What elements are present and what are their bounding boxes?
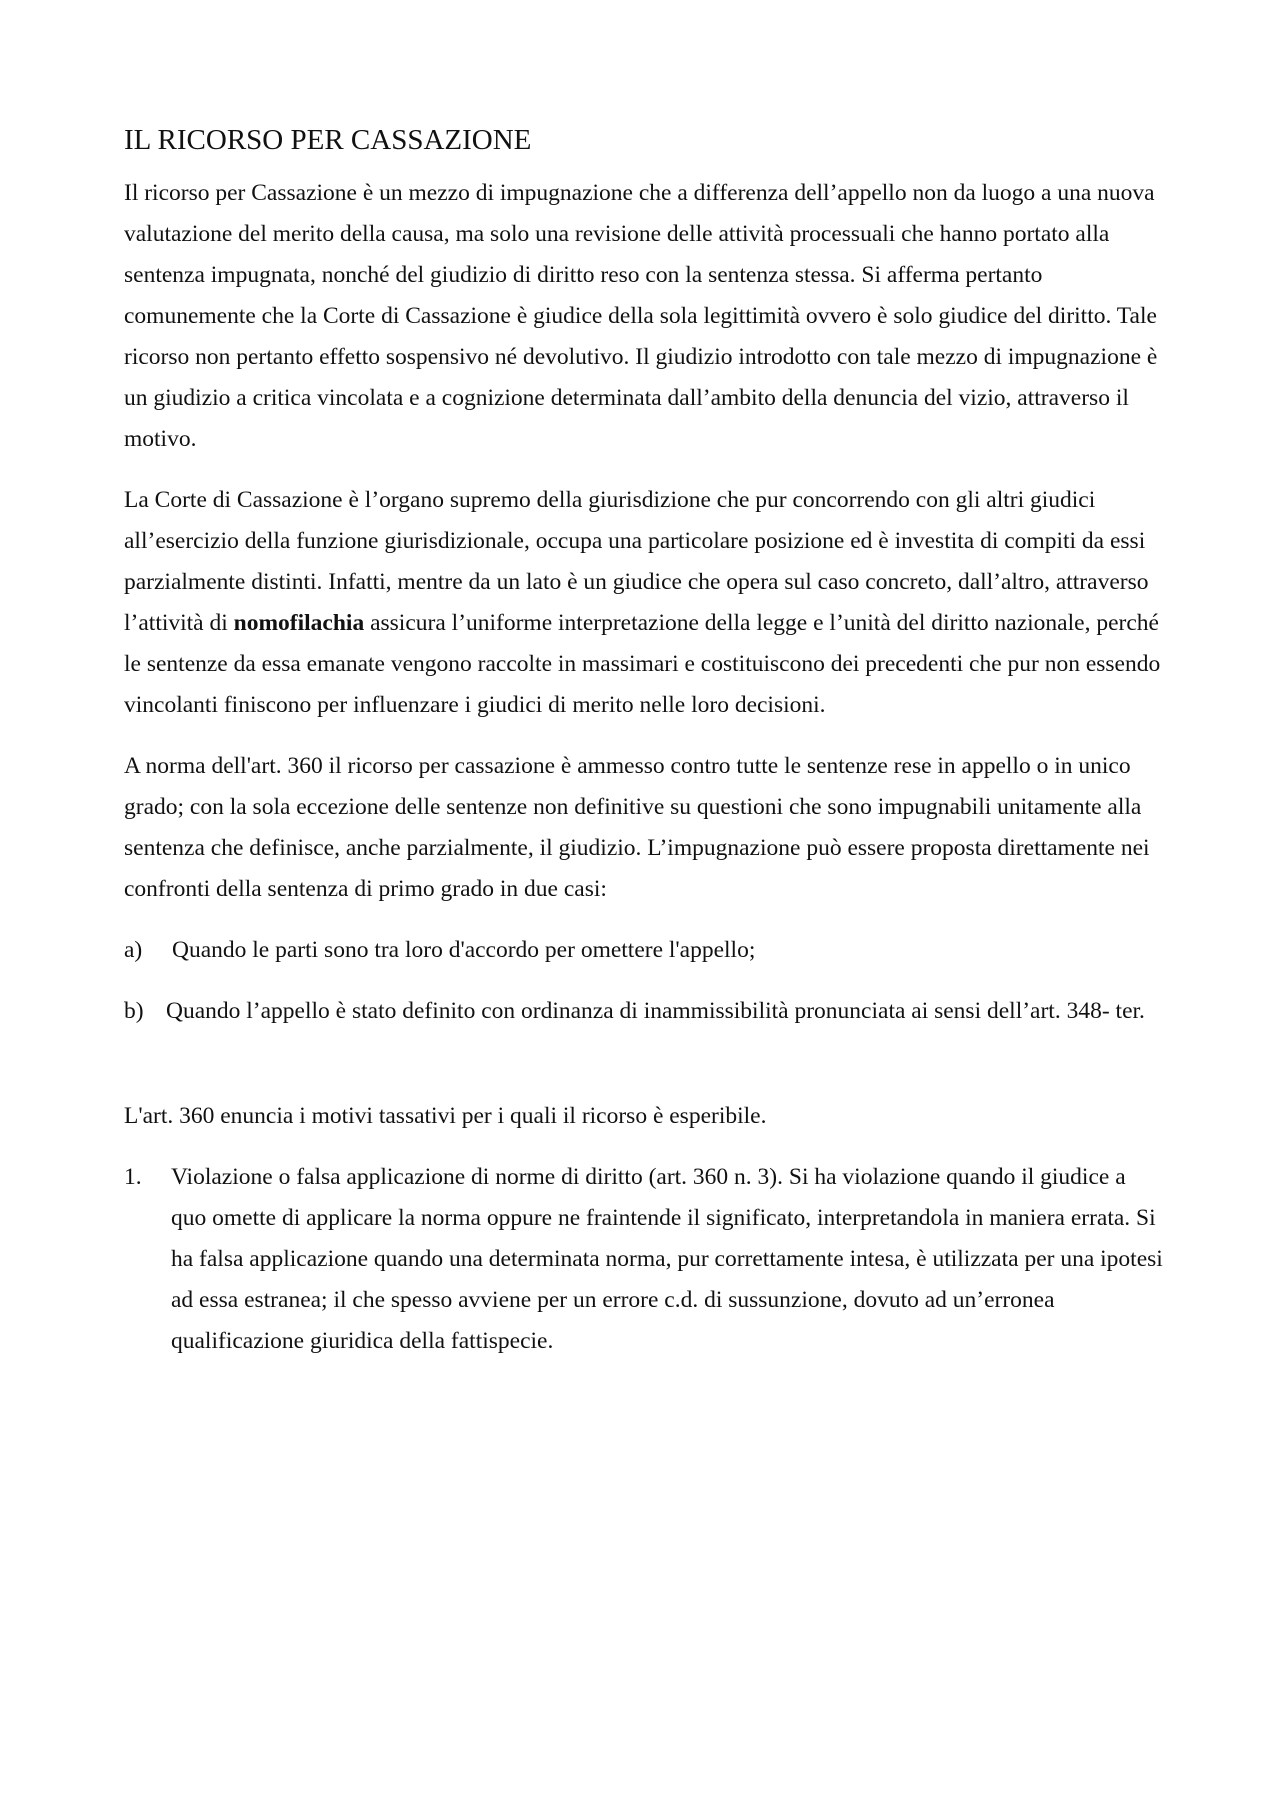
list-text-b: Quando l’appello è stato definito con ordinanza di inammissibilità pronunciata ai sensi dell’art. 348- ter. [166, 998, 1145, 1024]
paragraph-1: Il ricorso per Cassazione è un mezzo di impugnazione che a differenza dell’appello non da luogo a una nuova valutazione del merito della causa, ma solo una revisione delle attività processuali che hanno portato alla sentenza impugnata, nonché del giudizio di diritto reso con la sentenza stessa. Si afferma pertanto comunemente che la Corte di Cassazione è giudice della sola legittimità ovvero è solo giudice del diritto. Tale ricorso non pertanto effetto sospensivo né devolutivo. Il giudizio introdotto con tale mezzo di impugnazione è un giudizio a critica vincolata e a cognizione determinata dall’ambito della denuncia del vizio, attraverso il motivo. [124, 180, 1158, 452]
document-title: IL RICORSO PER CASSAZIONE [124, 124, 532, 156]
list-marker-1: 1. [124, 1164, 142, 1190]
list-marker-a: a) [124, 937, 143, 963]
paragraph-2-bold-term: nomofilachia [233, 610, 365, 636]
paragraph-2 [124, 480, 1164, 726]
paragraph-4: L'art. 360 enuncia i motivi tassativi per i quali il ricorso è esperibile. [124, 1103, 767, 1129]
list-item-a [124, 930, 1164, 971]
list-item-b [124, 991, 1164, 1032]
document-page [124, 124, 1164, 1382]
paragraph-2-after: assicura l’uniforme interpretazione della legge e l’unità del diritto nazionale, perché le sentenze da essa emanate vengono raccolte in massimari e costituiscono dei precedenti che pur non essendo vincolanti finiscono per influenzare i giudici di merito nelle loro decisioni. [124, 610, 1161, 718]
list-text-1: Violazione o falsa applicazione di norme di diritto (art. 360 n. 3). Si ha violazione quando il giudice a quo omette di applicare la norma oppure ne fraintende il significato, interpretandola in maniera errata. Si ha falsa applicazione quando una determinata norma, pur correttamente intesa, è utilizzata per una ipotesi ad essa estranea; il che spesso avviene per un errore c.d. di sussunzione, dovuto ad un’erronea qualificazione giuridica della fattispecie. [171, 1164, 1163, 1354]
paragraph-2-before: La Corte di Cassazione è l’organo supremo della giurisdizione che pur concorrendo con gli altri giudici all’esercizio della funzione giurisdizionale, occupa una particolare posizione ed è investita di compiti da essi parzialmente distinti. Infatti, mentre da un lato è un giudice che opera sul caso concreto, dall’altro, attraverso l’attività di [124, 487, 1149, 636]
list-item-1 [124, 1157, 1164, 1362]
spacer [124, 1052, 1164, 1096]
list-marker-b: b) [124, 998, 144, 1024]
paragraph-3: A norma dell'art. 360 il ricorso per cassazione è ammesso contro tutte le sentenze rese in appello o in unico grado; con la sola eccezione delle sentenze non definitive su questioni che sono impugnabili unitamente alla sentenza che definisce, anche parzialmente, il giudizio. L’impugnazione può essere proposta direttamente nei confronti della sentenza di primo grado in due casi: [124, 753, 1150, 902]
list-text-a: Quando le parti sono tra loro d'accordo per omettere l'appello; [172, 937, 756, 963]
